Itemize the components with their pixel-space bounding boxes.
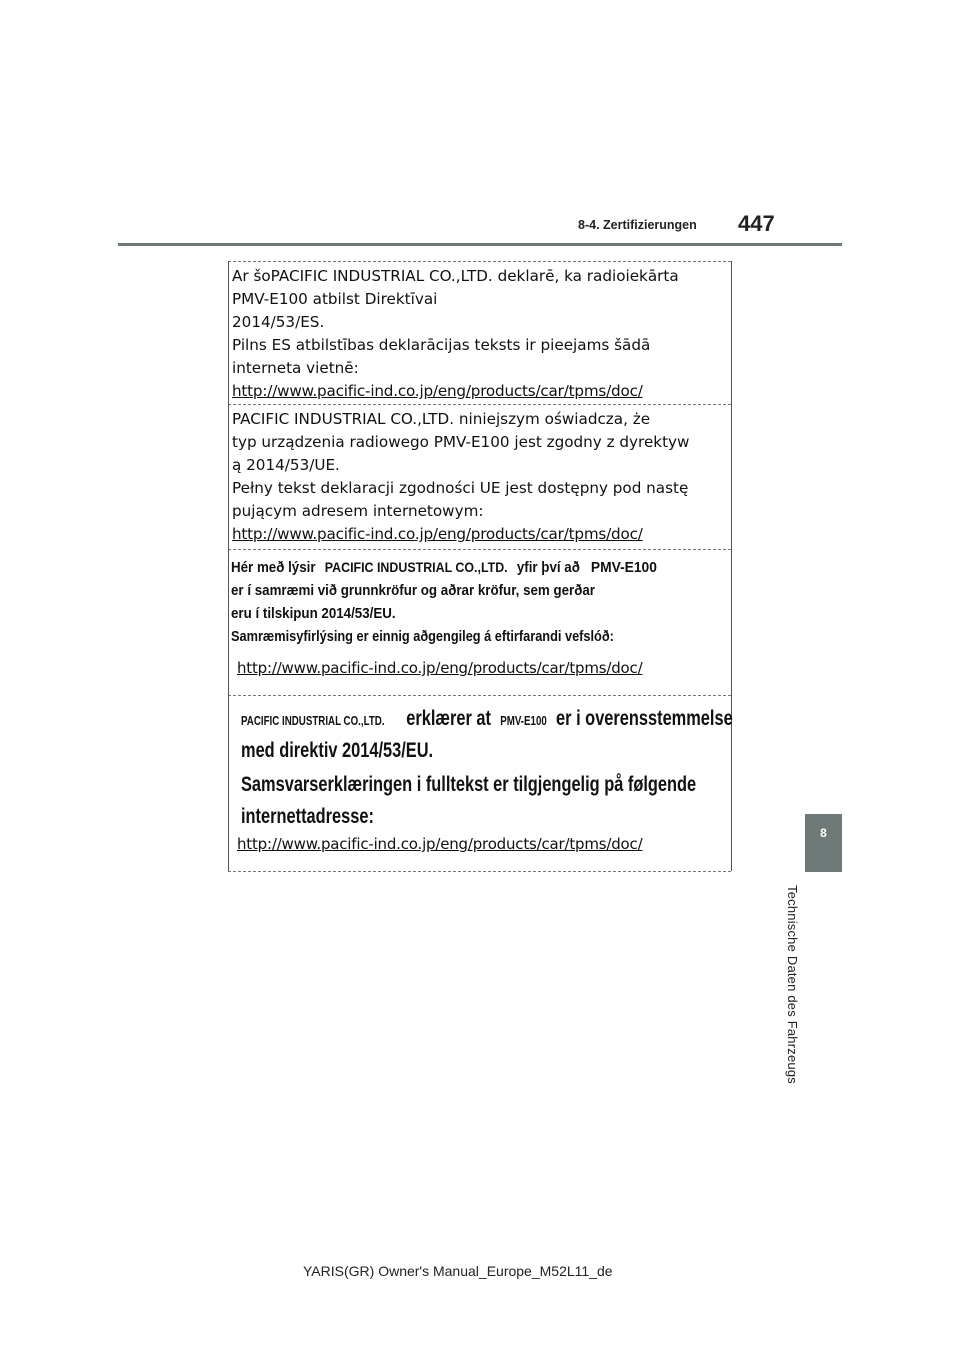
chapter-number: 8 [820,826,827,840]
text-segment: Hér með lýsir [231,560,316,576]
declaration-url[interactable]: http://www.pacific-ind.co.jp/eng/products/car/tpms/doc/ [232,525,643,543]
declaration-url[interactable]: http://www.pacific-ind.co.jp/eng/products/car/tpms/doc/ [232,382,643,400]
footer-text: YARIS(GR) Owner's Manual_Europe_M52L11_de [303,1263,613,1279]
text-line: Ar šoPACIFIC INDUSTRIAL CO.,LTD. deklarē, ka radioiekārta [232,267,679,285]
declaration-polish [228,404,732,549]
text-line: er í samræmi við grunnkröfur og aðrar kröfur, sem gerðar [231,583,596,599]
header-section-title: 8-4. Zertifizierungen [578,218,697,232]
declaration-latvian [228,261,732,404]
header-rule [118,243,842,246]
page-number: 447 [738,211,775,236]
text-line: typ urządzenia radiowego PMV-E100 jest zgodny z dyrektyw [232,433,690,451]
text-line [231,559,657,576]
declaration-text [232,265,730,403]
text-line [241,707,733,731]
company-name: PACIFIC INDUSTRIAL CO.,LTD. [324,560,508,575]
declaration-url[interactable]: http://www.pacific-ind.co.jp/eng/products/car/tpms/doc/ [237,835,643,853]
text-line: ą 2014/53/UE. [232,456,340,474]
chapter-title: Technische Daten des Fahrzeugs [785,885,800,1084]
text-line: 2014/53/ES. [232,313,325,331]
text-line: med direktiv 2014/53/EU. [241,739,434,762]
chapter-tab [805,814,842,872]
declaration-norwegian [228,695,732,871]
model-name: PMV-E100 [500,714,547,728]
text-line: pującym adresem internetowym: [232,502,484,520]
company-name: PACIFIC INDUSTRIAL CO.,LTD. [241,714,385,728]
separator [228,871,731,872]
text-segment: er i overensstemmelse [556,707,733,730]
model-name: PMV-E100 [590,559,657,576]
text-line: eru í tilskipun 2014/53/EU. [231,606,396,622]
text-segment: yfir því að [516,560,580,576]
text-line: Samræmisyfirlýsing er einnig aðgengileg á eftirfarandi vefslóð: [231,629,614,645]
text-line: interneta vietnē: [232,359,359,377]
text-line: Pilns ES atbilstības deklarācijas teksts ir pieejams šādā [232,336,651,354]
declaration-icelandic [228,549,732,695]
text-line: Pełny tekst deklaracji zgodności UE jest dostępny pod nastę [232,479,689,497]
declaration-url[interactable]: http://www.pacific-ind.co.jp/eng/products/car/tpms/doc/ [237,659,643,677]
text-segment: erklærer at [406,707,491,730]
text-line: PACIFIC INDUSTRIAL CO.,LTD. niniejszym oświadcza, że [232,410,651,428]
text-line: internettadresse: [241,805,374,828]
text-line: PMV-E100 atbilst Direktīvai [232,290,438,308]
text-line: Samsvarserklæringen i fulltekst er tilgjengelig på følgende [241,773,697,796]
declaration-text [232,408,730,546]
